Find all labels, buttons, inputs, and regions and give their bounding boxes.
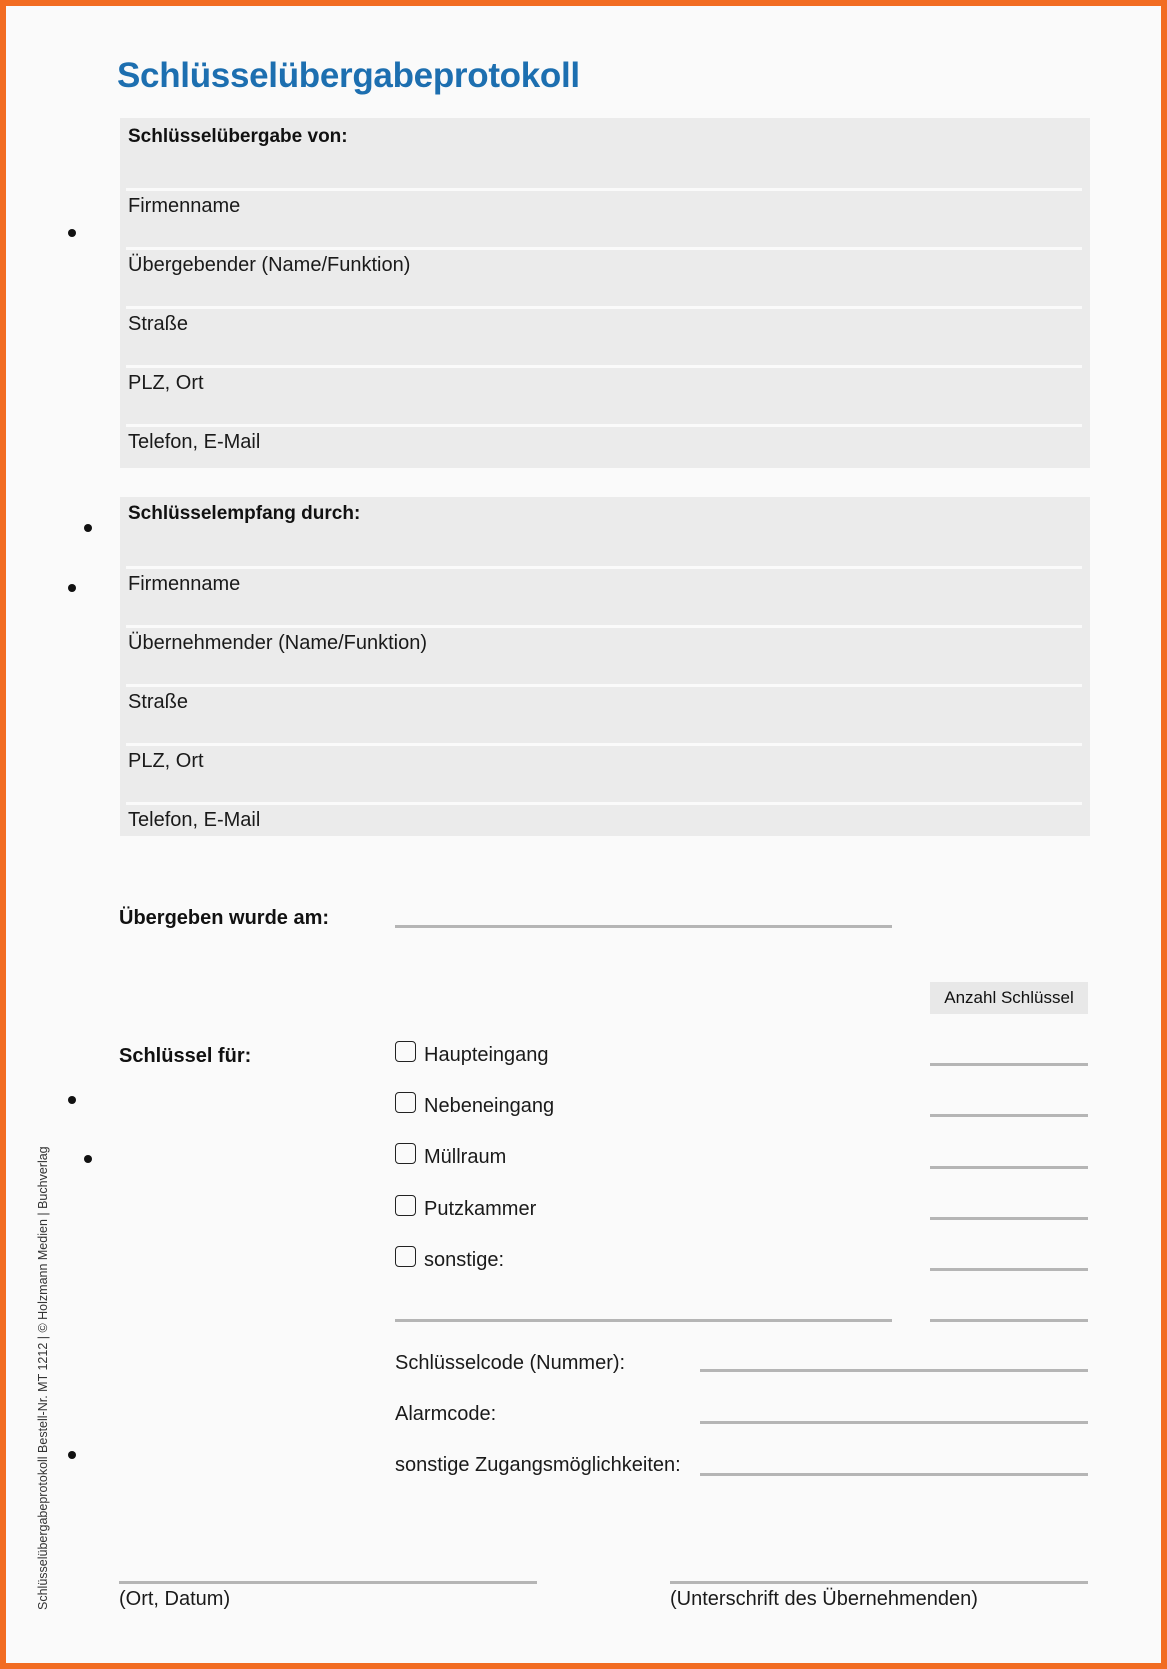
other-extra-count-line[interactable] bbox=[930, 1319, 1088, 1322]
section-from-heading: Schlüsselübergabe von: bbox=[128, 126, 348, 147]
main-entrance-count-line[interactable] bbox=[930, 1063, 1088, 1066]
side-entrance-count-line[interactable] bbox=[930, 1114, 1088, 1117]
section-to-heading: Schlüsselempfang durch: bbox=[128, 503, 361, 524]
key-code-line[interactable] bbox=[700, 1369, 1088, 1372]
to-city-field[interactable]: PLZ, Ort bbox=[128, 750, 204, 772]
place-date-line[interactable] bbox=[119, 1581, 537, 1584]
punch-hole bbox=[84, 1155, 92, 1163]
keys-for-label: Schlüssel für: bbox=[119, 1045, 252, 1067]
from-person-field[interactable]: Übergebender (Name/Funktion) bbox=[128, 254, 411, 276]
handover-date-label: Übergeben wurde am: bbox=[119, 907, 330, 929]
to-person-field[interactable]: Übernehmender (Name/Funktion) bbox=[128, 632, 428, 654]
other-access-label: sonstige Zugangsmöglichkeiten: bbox=[395, 1454, 681, 1476]
to-contact-field[interactable]: Telefon, E-Mail bbox=[128, 809, 261, 831]
from-contact-field[interactable]: Telefon, E-Mail bbox=[128, 431, 261, 453]
divider bbox=[126, 802, 1082, 805]
main-entrance-label: Haupteingang bbox=[424, 1044, 549, 1066]
other-count-line[interactable] bbox=[930, 1268, 1088, 1271]
divider bbox=[126, 247, 1082, 250]
alarm-code-line[interactable] bbox=[700, 1421, 1088, 1424]
waste-room-checkbox[interactable] bbox=[395, 1143, 416, 1164]
punch-hole bbox=[68, 1451, 76, 1459]
divider bbox=[126, 625, 1082, 628]
divider bbox=[126, 743, 1082, 746]
section-to-panel bbox=[120, 497, 1090, 836]
page-title: Schlüsselübergabeprotokoll bbox=[117, 56, 580, 95]
punch-hole bbox=[68, 1096, 76, 1104]
from-city-field[interactable]: PLZ, Ort bbox=[128, 372, 204, 394]
punch-hole bbox=[84, 524, 92, 532]
signature-line[interactable] bbox=[670, 1581, 1088, 1584]
alarm-code-label: Alarmcode: bbox=[395, 1403, 497, 1425]
divider bbox=[126, 424, 1082, 427]
to-company-field[interactable]: Firmenname bbox=[128, 573, 241, 595]
section-from-panel bbox=[120, 118, 1090, 468]
side-entrance-checkbox[interactable] bbox=[395, 1092, 416, 1113]
punch-hole bbox=[68, 229, 76, 237]
other-description-line[interactable] bbox=[395, 1319, 892, 1322]
key-code-label: Schlüsselcode (Nummer): bbox=[395, 1352, 626, 1374]
cleaning-room-count-line[interactable] bbox=[930, 1217, 1088, 1220]
place-date-label: (Ort, Datum) bbox=[119, 1588, 231, 1610]
cleaning-room-checkbox[interactable] bbox=[395, 1195, 416, 1216]
to-street-field[interactable]: Straße bbox=[128, 691, 189, 713]
divider bbox=[126, 306, 1082, 309]
punch-hole bbox=[68, 584, 76, 592]
other-label: sonstige: bbox=[424, 1249, 505, 1271]
from-company-field[interactable]: Firmenname bbox=[128, 195, 241, 217]
divider bbox=[126, 566, 1082, 569]
handover-date-line[interactable] bbox=[395, 925, 892, 928]
other-checkbox[interactable] bbox=[395, 1246, 416, 1267]
key-count-header: Anzahl Schlüssel bbox=[930, 982, 1088, 1014]
signature-label: (Unterschrift des Übernehmenden) bbox=[670, 1588, 978, 1610]
waste-room-count-line[interactable] bbox=[930, 1166, 1088, 1169]
side-imprint: Schlüsselübergabeprotokoll Bestell-Nr. MT 1212 | © Holzmann Medien | Buchverlag bbox=[36, 1146, 50, 1610]
divider bbox=[126, 684, 1082, 687]
main-entrance-checkbox[interactable] bbox=[395, 1041, 416, 1062]
side-entrance-label: Nebeneingang bbox=[424, 1095, 555, 1117]
other-access-line[interactable] bbox=[700, 1473, 1088, 1476]
cleaning-room-label: Putzkammer bbox=[424, 1198, 537, 1220]
from-street-field[interactable]: Straße bbox=[128, 313, 189, 335]
divider bbox=[126, 365, 1082, 368]
waste-room-label: Müllraum bbox=[424, 1146, 507, 1168]
divider bbox=[126, 188, 1082, 191]
